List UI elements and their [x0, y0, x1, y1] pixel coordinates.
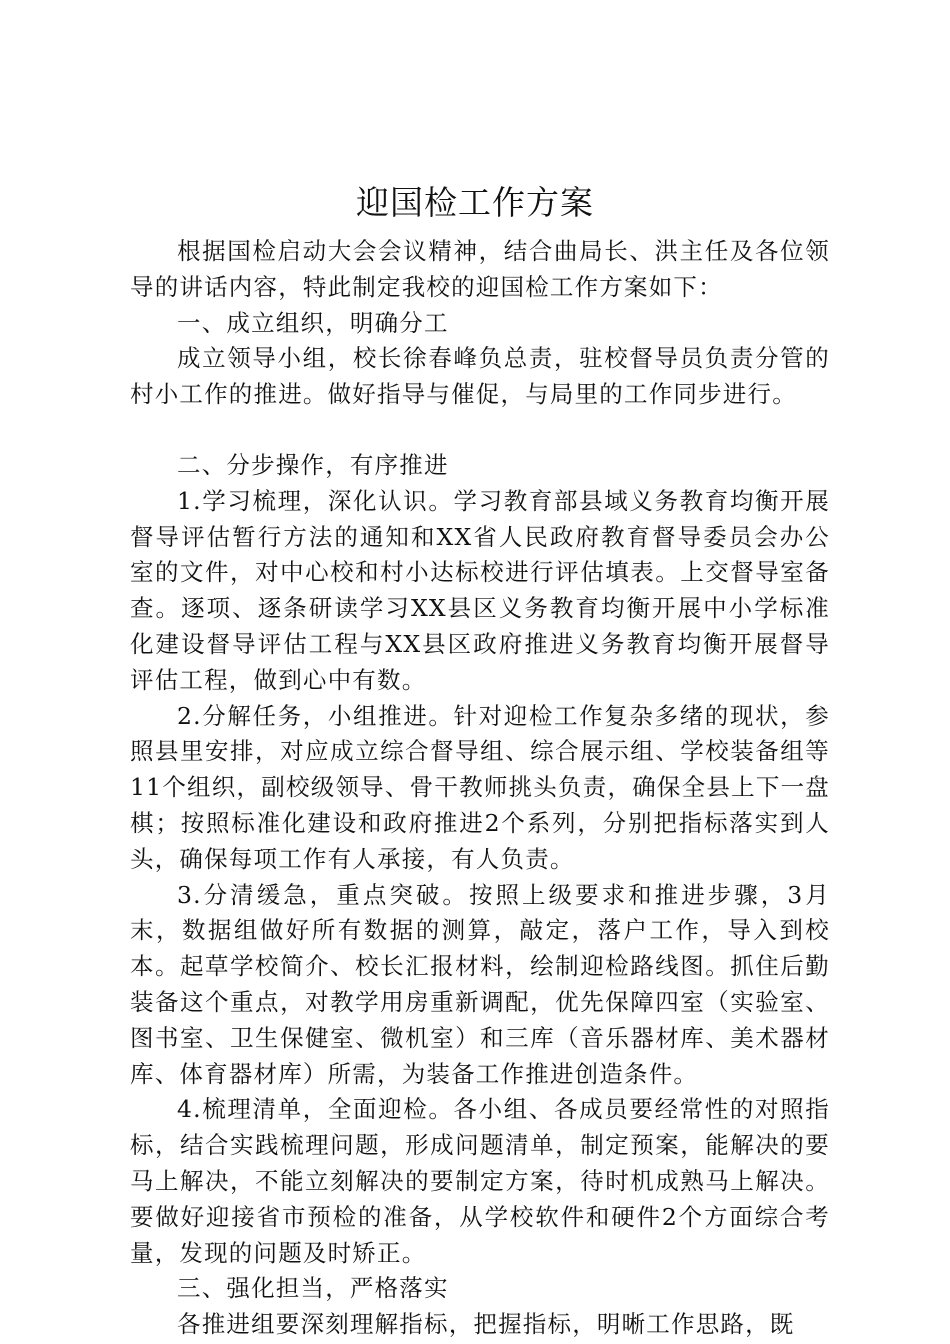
- section-1-paragraph: 成立领导小组，校长徐春峰负总责，驻校督导员负责分管的村小工作的推进。做好指导与催促，与局里的工作同步进行。: [130, 344, 830, 409]
- section-2-item-2: 2.分解任务，小组推进。针对迎检工作复杂多绪的现状，参照县里安排，对应成立综合督导组、综合展示组、学校装备组等11个组织，副校级领导、骨干教师挑头负责，确保全县上下一盘棋；按照标准化建设和政府推进2个系列，分别把指标落实到人头，确保每项工作有人承接，有人负责。: [130, 701, 830, 873]
- section-2-item-3: 3.分清缓急，重点突破。按照上级要求和推进步骤，3月末，数据组做好所有数据的测算，敲定，落户工作，导入到校本。起草学校简介、校长汇报材料，绘制迎检路线图。抓住后勤装备这个重点，对教学用房重新调配，优先保障四室（实验室、图书室、卫生保健室、微机室）和三库（音乐器材库、美术器材库、体育器材库）所需，为装备工作推进创造条件。: [130, 880, 830, 1088]
- section-heading-3: 三、强化担当，严格落实: [177, 1274, 449, 1303]
- intro-paragraph: 根据国检启动大会会议精神，结合曲局长、洪主任及各位领导的讲话内容，特此制定我校的迎国检工作方案如下：: [130, 237, 830, 301]
- section-heading-1: 一、成立组织，明确分工: [177, 308, 449, 337]
- section-2-item-4: 4.梳理清单，全面迎检。各小组、各成员要经常性的对照指标，结合实践梳理问题，形成问题清单，制定预案，能解决的要马上解决，不能立刻解决的要制定方案，待时机成熟马上解决。要做好迎接省市预检的准备，从学校软件和硬件2个方面综合考量，发现的问题及时矫正。: [130, 1095, 830, 1267]
- document-body: [130, 234, 830, 1343]
- section-heading-2: 二、分步操作，有序推进: [177, 450, 449, 479]
- document-title: 迎国检工作方案: [356, 183, 594, 222]
- section-2-item-1: 1.学习梳理，深化认识。学习教育部县域义务教育均衡开展督导评估暂行方法的通知和XX省人民政府教育督导委员会办公室的文件，对中心校和村小达标校进行评估填表。上交督导室备查。逐项、逐条研读学习XX县区义务教育均衡开展中小学标准化建设督导评估工程与XX县区政府推进义务教育均衡开展督导评估工程，做到心中有数。: [130, 486, 830, 694]
- section-3-paragraph: 各推进组要深刻理解指标，把握指标，明晰工作思路，既: [177, 1310, 795, 1339]
- blank-line: [130, 413, 830, 448]
